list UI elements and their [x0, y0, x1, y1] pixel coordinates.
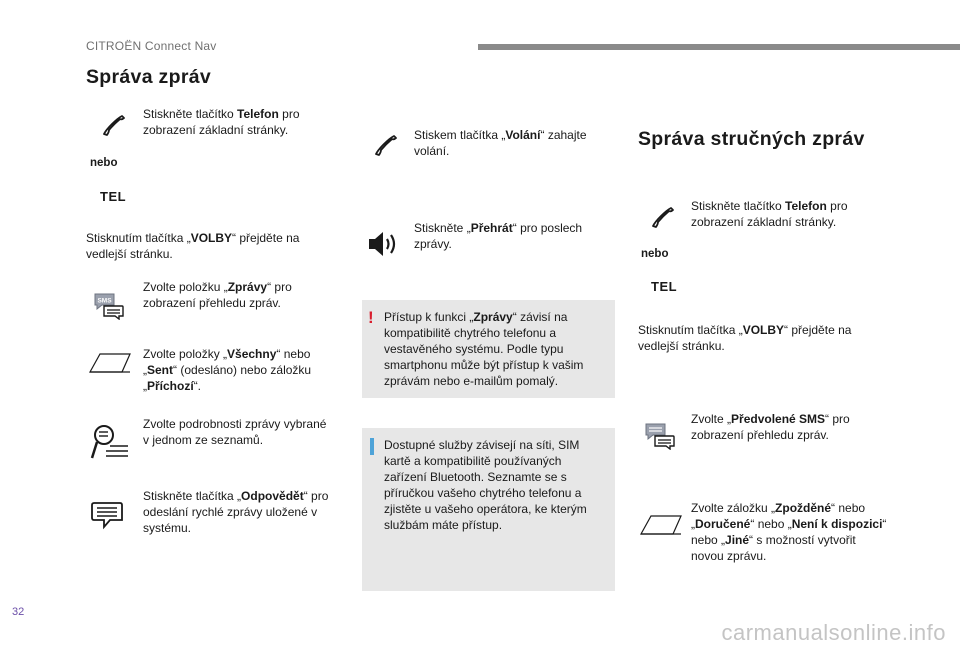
info-text: Dostupné služby závisejí na síti, SIM kartě a kompatibilitě používaných zařízení Bluetooth. Seznamte se s příručkou vašeho chytrého telefonu a zjistěte u vašeho operátora, ke kterým službám máte přístup. — [384, 438, 587, 532]
warning-text: Přístup k funkci „Zprávy“ závisí na kompatibilitě chytrého telefonu a vestavěného systému. Podle typu smartphonu může být přístup k vašim zprávám nebo e-mailům pomalý. — [384, 310, 584, 388]
middle-step-volani: Stiskem tlačítka „Volání“ zahajte volání. — [414, 128, 587, 158]
info-note — [362, 428, 615, 591]
section-heading-messages: Správa zpráv — [86, 66, 211, 88]
right-step-telefon: Stiskněte tlačítko Telefon pro zobrazení základní stránky. — [691, 199, 848, 229]
speaker-play-icon — [366, 228, 402, 260]
left-step-odpovedet: Stiskněte tlačítka „Odpovědět“ pro odeslání rychlé zprávy uložené v systému. — [143, 489, 329, 535]
tab-selector-icon-right — [639, 512, 683, 536]
left-step-volby: Stisknutím tlačítka „VOLBY“ přejděte na vedlejší stránku. — [86, 231, 300, 261]
middle-step-prehrat: Stiskněte „Přehrát“ pro poslech zprávy. — [414, 221, 583, 251]
header-bar — [478, 44, 960, 50]
or-label: nebo — [90, 157, 118, 169]
phone-handset-icon — [100, 110, 128, 138]
tel-button-label: TEL — [100, 189, 127, 204]
warning-icon: ! — [368, 308, 374, 327]
tel-button-label-right: TEL — [651, 279, 678, 294]
preset-sms-icon — [643, 420, 677, 450]
header-title: CITROËN Connect Nav — [86, 39, 217, 53]
info-icon — [370, 438, 374, 455]
sms-messages-icon — [92, 290, 126, 320]
left-step-vsechny: Zvolte položky „Všechny“ nebo „Sent“ (odesláno) nebo záložku „Příchozí“. — [143, 347, 312, 393]
section-heading-quick-messages: Správa stručných zpráv — [638, 128, 865, 150]
or-label-right: nebo — [641, 248, 669, 260]
right-step-zpozdene: Zvolte záložku „Zpožděné“ nebo „Doručené“ nebo „Není k dispozici“ nebo „Jiné“ s možností vytvořit novou zprávu. — [691, 501, 887, 563]
right-step-predvolene: Zvolte „Předvolené SMS“ pro zobrazení přehledu zpráv. — [691, 412, 850, 442]
page-number: 32 — [12, 606, 25, 618]
right-step-volby: Stisknutím tlačítka „VOLBY“ přejděte na vedlejší stránku. — [638, 323, 852, 353]
tab-selector-icon — [88, 350, 132, 374]
message-details-icon — [90, 422, 130, 462]
reply-message-icon — [90, 500, 124, 530]
sms-badge-text: SMS — [97, 297, 112, 305]
left-step-telefon: Stiskněte tlačítko Telefon pro zobrazení základní stránky. — [143, 107, 300, 137]
phone-handset-call-icon — [372, 130, 400, 158]
left-step-zpravy: Zvolte položku „Zprávy“ pro zobrazení přehledu zpráv. — [143, 280, 292, 310]
watermark-text: carmanualsonline.info — [721, 620, 946, 645]
phone-handset-icon-right — [649, 202, 677, 230]
warning-note — [362, 300, 615, 398]
left-step-details: Zvolte podrobnosti zprávy vybrané v jednom ze seznamů. — [143, 417, 327, 447]
